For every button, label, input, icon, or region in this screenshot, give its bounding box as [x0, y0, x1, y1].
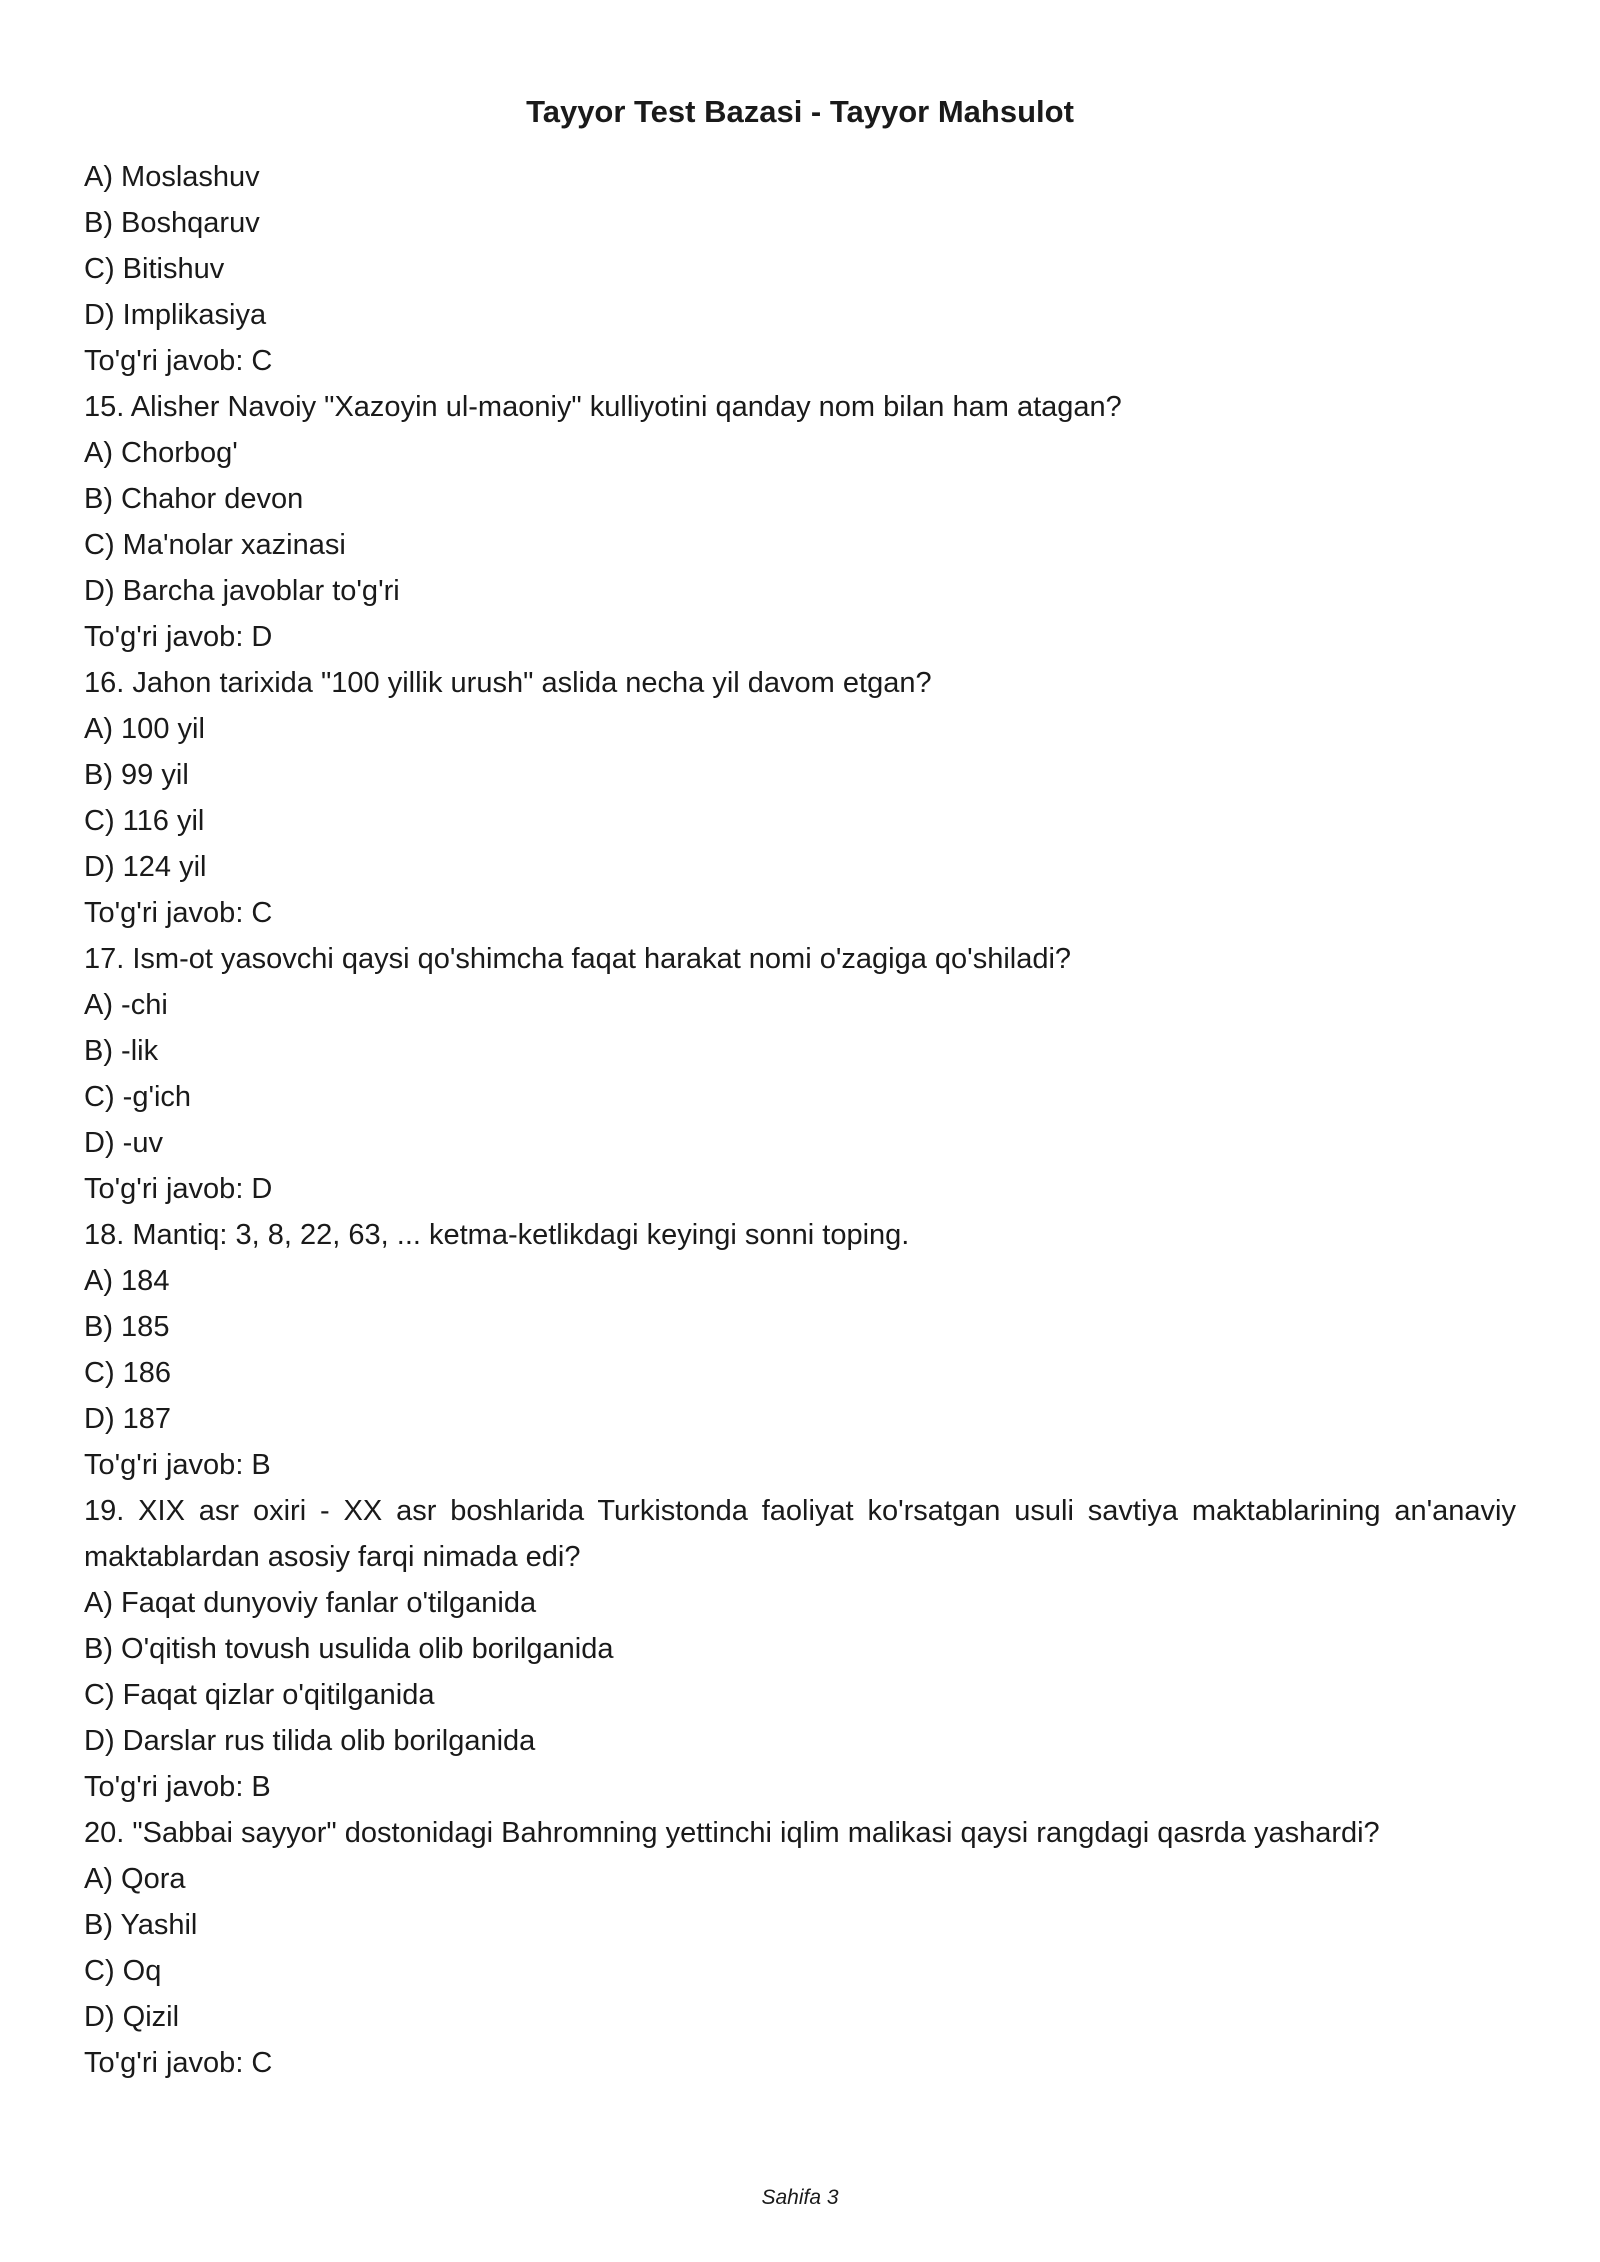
answer-option: D) Barcha javoblar to'g'ri	[84, 575, 400, 607]
page-title: Tayyor Test Bazasi - Tayyor Mahsulot	[526, 94, 1074, 129]
answer-option: B) O'qitish tovush usulida olib borilganida	[84, 1633, 614, 1665]
answer-option: D) 187	[84, 1403, 172, 1435]
answer-option: A) Qora	[84, 1863, 186, 1895]
correct-answer: To'g'ri javob: C	[84, 2047, 273, 2079]
correct-answer: To'g'ri javob: C	[84, 345, 273, 377]
answer-option: C) Oq	[84, 1955, 162, 1987]
question-19	[84, 1488, 1516, 1580]
answer-option: A) -chi	[84, 989, 168, 1021]
answer-option: A) Faqat dunyoviy fanlar o'tilganida	[84, 1587, 537, 1619]
answer-option: D) Implikasiya	[84, 299, 267, 331]
answer-option: A) 100 yil	[84, 713, 205, 745]
answer-option: C) Ma'nolar xazinasi	[84, 529, 346, 561]
question-20: 20. "Sabbai sayyor" dostonidagi Bahromning yettinchi iqlim malikasi qaysi rangdagi qasrda yashardi?	[84, 1817, 1380, 1849]
question-15: 15. Alisher Navoiy "Xazoyin ul-maoniy" kulliyotini qanday nom bilan ham atagan?	[84, 391, 1122, 423]
answer-option: B) 185	[84, 1311, 170, 1343]
correct-answer: To'g'ri javob: B	[84, 1449, 271, 1481]
question-19-line-1: 19. XIX asr oxiri - XX asr boshlarida Turkistonda faoliyat ko'rsatgan usuli savtiya maktablarining an'anaviy	[84, 1495, 1516, 1527]
question-19-line-2: maktablardan asosiy farqi nimada edi?	[84, 1541, 581, 1573]
answer-option: A) Moslashuv	[84, 161, 260, 193]
answer-option: B) -lik	[84, 1035, 159, 1067]
answer-option: B) Chahor devon	[84, 483, 304, 515]
document-body	[84, 154, 1516, 2086]
answer-option: C) 186	[84, 1357, 172, 1389]
question-17: 17. Ism-ot yasovchi qaysi qo'shimcha faqat harakat nomi o'zagiga qo'shiladi?	[84, 943, 1072, 975]
answer-option: A) 184	[84, 1265, 170, 1297]
correct-answer: To'g'ri javob: C	[84, 897, 273, 929]
answer-option: B) Yashil	[84, 1909, 198, 1941]
answer-option: C) Faqat qizlar o'qitilganida	[84, 1679, 435, 1711]
answer-option: A) Chorbog'	[84, 437, 238, 469]
answer-option: B) Boshqaruv	[84, 207, 260, 239]
question-18: 18. Mantiq: 3, 8, 22, 63, ... ketma-ketlikdagi keyingi sonni toping.	[84, 1219, 910, 1251]
answer-option: D) -uv	[84, 1127, 163, 1159]
answer-option: B) 99 yil	[84, 759, 189, 791]
answer-option: C) -g'ich	[84, 1081, 192, 1113]
correct-answer: To'g'ri javob: D	[84, 1173, 273, 1205]
correct-answer: To'g'ri javob: B	[84, 1771, 271, 1803]
answer-option: D) Qizil	[84, 2001, 180, 2033]
answer-option: C) 116 yil	[84, 805, 205, 837]
answer-option: D) 124 yil	[84, 851, 207, 883]
answer-option: D) Darslar rus tilida olib borilganida	[84, 1725, 536, 1757]
question-16: 16. Jahon tarixida "100 yillik urush" aslida necha yil davom etgan?	[84, 667, 932, 699]
page-number: Sahifa 3	[761, 2186, 839, 2209]
correct-answer: To'g'ri javob: D	[84, 621, 273, 653]
answer-option: C) Bitishuv	[84, 253, 225, 285]
